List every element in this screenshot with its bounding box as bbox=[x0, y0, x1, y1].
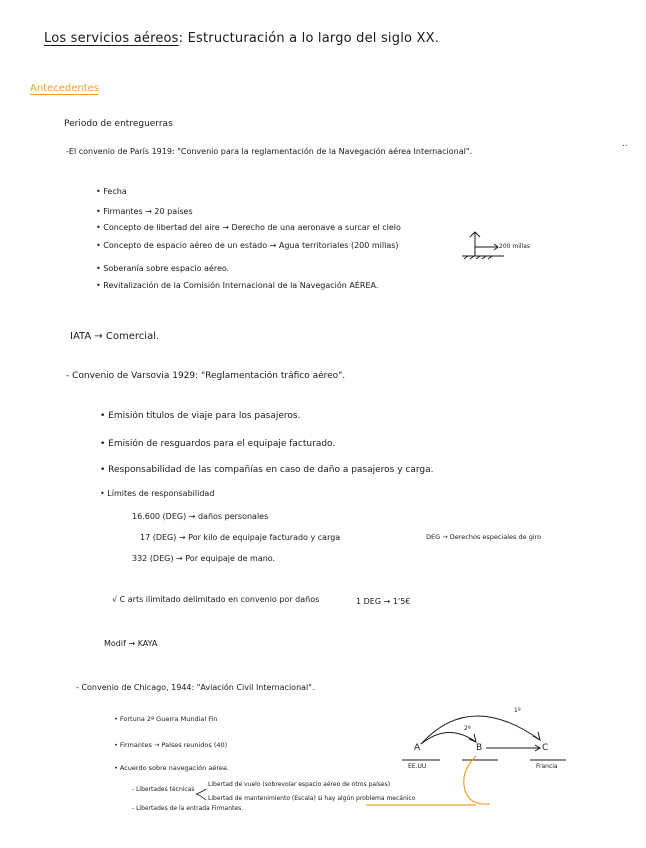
periodo-label: Periodo de entreguerras bbox=[64, 119, 173, 129]
paris-item: • Fecha bbox=[96, 187, 127, 196]
node-label: B bbox=[476, 743, 483, 753]
limit-row: 17 (DEG) → Por kilo de equipaje facturado y carga bbox=[140, 533, 341, 542]
brace-item: Libertad de vuelo (sobrevolar espacio aéreo de otros países) bbox=[208, 781, 391, 788]
chicago-subitem: - Libertades técnicas bbox=[132, 786, 195, 793]
chicago-item: • Fortuna 2ª Guerra Mundial Fin bbox=[114, 715, 218, 723]
node-label: A bbox=[414, 743, 421, 753]
arrow-label: 1º bbox=[514, 707, 521, 714]
paris-item: • Concepto de espacio aéreo de un estado → Agua territoriales (200 millas) bbox=[96, 241, 399, 250]
iata-note: IATA → Comercial. bbox=[70, 331, 160, 342]
node-label: C bbox=[542, 743, 549, 753]
paris-item: • Firmantes → 20 países bbox=[96, 207, 193, 216]
chicago-item: • Firmantes → Países reunidos (40) bbox=[114, 741, 228, 749]
chicago-heading: - Convenio de Chicago, 1944: "Aviación Civil Internacional". bbox=[76, 683, 315, 692]
ilimitado-note: √ C arts ilimitado delimitado en convenio por daños bbox=[112, 595, 320, 604]
chicago-item: • Acuerdo sobre navegación aérea. bbox=[114, 764, 229, 772]
node-sublabel: Francia bbox=[536, 763, 558, 770]
paris-item: • Revitalización de la Comisión Internacional de la Navegación AÉREA. bbox=[96, 281, 379, 290]
paris-item: • Concepto de libertad del aire → Derecho de una aeronave a surcar el cielo bbox=[96, 223, 401, 232]
sketch-label: 200 millas bbox=[499, 243, 531, 250]
chicago-subitem: - Libertades de la entrada Firmantes. bbox=[132, 805, 244, 812]
varsovia-item: • Emisión de resguardos para el equipaje facturado. bbox=[100, 439, 336, 449]
brace-item: Libertad de mantenimiento (Escala) si hay algún problema mecánico bbox=[208, 795, 416, 802]
varsovia-item: • Responsabilidad de las compañías en caso de daño a pasajeros y carga. bbox=[100, 465, 434, 475]
section-header: Antecedentes bbox=[30, 83, 100, 94]
paris-item: • Soberanía sobre espacio aéreo. bbox=[96, 264, 230, 273]
stray-dots: .. bbox=[622, 139, 628, 149]
title-rest: : Estructuración a lo largo del siglo XX. bbox=[178, 31, 440, 46]
arrow-label: 2º bbox=[464, 725, 471, 732]
node-sublabel: EE.UU bbox=[408, 763, 427, 770]
varsovia-item: • Límites de responsabilidad bbox=[100, 489, 215, 498]
modif-note: Modif → KAYA bbox=[104, 639, 158, 648]
deg-note: DEG → Derechos especiales de giro bbox=[426, 533, 542, 541]
varsovia-heading: - Convenio de Varsovia 1929: "Reglamentación tráfico aéreo". bbox=[66, 371, 346, 381]
title-underlined: Los servicios aéreos bbox=[44, 31, 179, 46]
varsovia-item: • Emisión títulos de viaje para los pasajeros. bbox=[100, 411, 301, 421]
limit-row: 16.600 (DEG) → daños personales bbox=[132, 512, 269, 521]
deg-conversion: 1 DEG → 1'5€ bbox=[356, 597, 411, 606]
limit-row: 332 (DEG) → Por equipaje de mano. bbox=[132, 554, 276, 563]
paris-heading: -El convenio de París 1919: "Convenio para la reglamentación de la Navegación aérea Internacional". bbox=[66, 147, 473, 156]
